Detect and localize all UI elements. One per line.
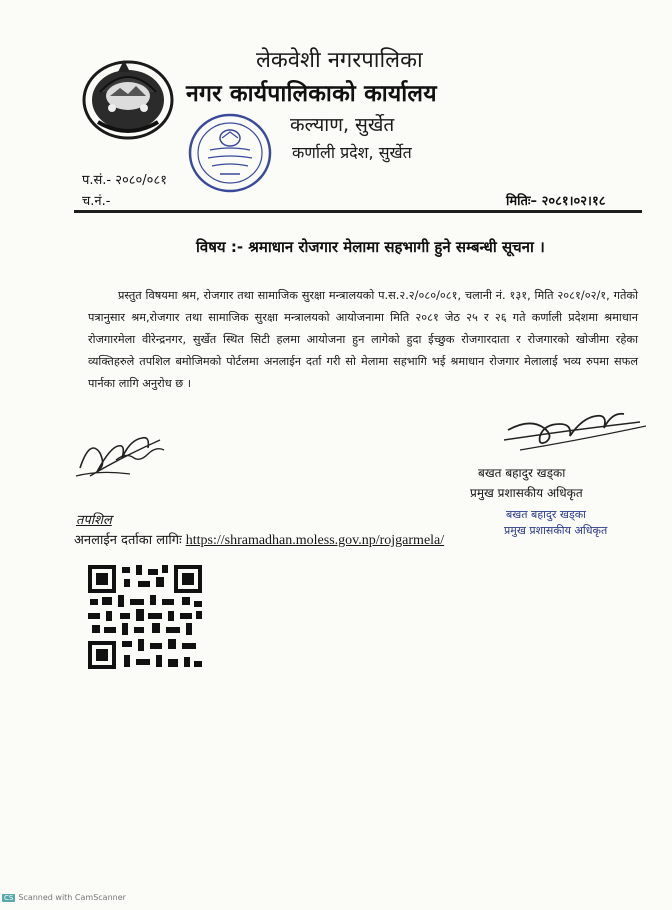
letter-subject: विषय :- श्रमाधान रोजगार मेलामा सहभागी हुने सम्बन्धी सूचना । bbox=[196, 238, 545, 256]
province-line: कर्णाली प्रदेश, सुर्खेत bbox=[292, 143, 412, 162]
dispatch-number: च.नं.- bbox=[82, 194, 111, 209]
scanner-watermark bbox=[2, 893, 126, 902]
office-seal-stamp bbox=[182, 110, 278, 196]
qr-code-icon bbox=[86, 563, 204, 671]
office-name: नगर कार्यपालिकाको कार्यालय bbox=[186, 81, 437, 107]
handwritten-signature-right bbox=[500, 400, 646, 460]
signatory-stamp-title: प्रमुख प्रशासकीय अधिकृत bbox=[504, 524, 608, 537]
annex-heading: तपशिल bbox=[76, 513, 112, 528]
scanner-watermark-text: Scanned with CamScanner bbox=[18, 893, 126, 902]
signatory-stamp-name: बखत बहादुर खड्का bbox=[506, 508, 587, 521]
office-location: कल्याण, सुर्खेत bbox=[290, 114, 395, 136]
municipality-name: लेकवेशी नगरपालिका bbox=[256, 48, 423, 73]
registration-url-link[interactable]: https://shramadhan.moless.gov.np/rojgarmela/ bbox=[185, 533, 445, 548]
signatory-name: बखत बहादुर खड्का bbox=[478, 466, 566, 480]
letter-date: मितिः– २०८१।०२।१८ bbox=[506, 194, 606, 209]
letter-body: प्रस्तुत विषयमा श्रम, रोजगार तथा सामाजिक सुरक्षा मन्त्रालयको प.स.२.२/०८०/०८१, चलानी नं. १३१, मिति २०८१/०२/१, गतेको पत्रानुसार श्रम,रोजगार तथा सामाजिक सुरक्षा मन्त्रालयको आयोजनामा मिति २०८१ जेठ २५ र २६ गते कर्णाली प्रदेशमा श्रमाधान रोजगारमेला वीरेन्द्रनगर, सुर्खेत स्थित सिटी हलमा आयोजना हुन लागेको हुदा ईच्छुक रोजगारदाता र रोजगारको खोजीमा रहेका व्यक्तिहरुले तपशिल बमोजिमको पोर्टलमा अनलाईन दर्ता गरी सो मेलामा सहभागि भई श्रमाधान रोजगार मेलालाई भव्य रुपमा सफल पार्नका लागि अनुरोध छ । bbox=[88, 289, 638, 390]
signatory-title: प्रमुख प्रशासकीय अधिकृत bbox=[470, 486, 583, 500]
registration-label: अनलाईन दर्ताका लागिः bbox=[74, 533, 182, 548]
government-emblem-icon bbox=[78, 52, 178, 142]
handwritten-signature-left bbox=[70, 418, 174, 484]
header-divider bbox=[74, 210, 642, 213]
letter-number: प.सं.- २०८०/०८१ bbox=[82, 173, 167, 188]
registration-row bbox=[74, 530, 444, 549]
camscanner-logo: CS bbox=[4, 894, 14, 902]
